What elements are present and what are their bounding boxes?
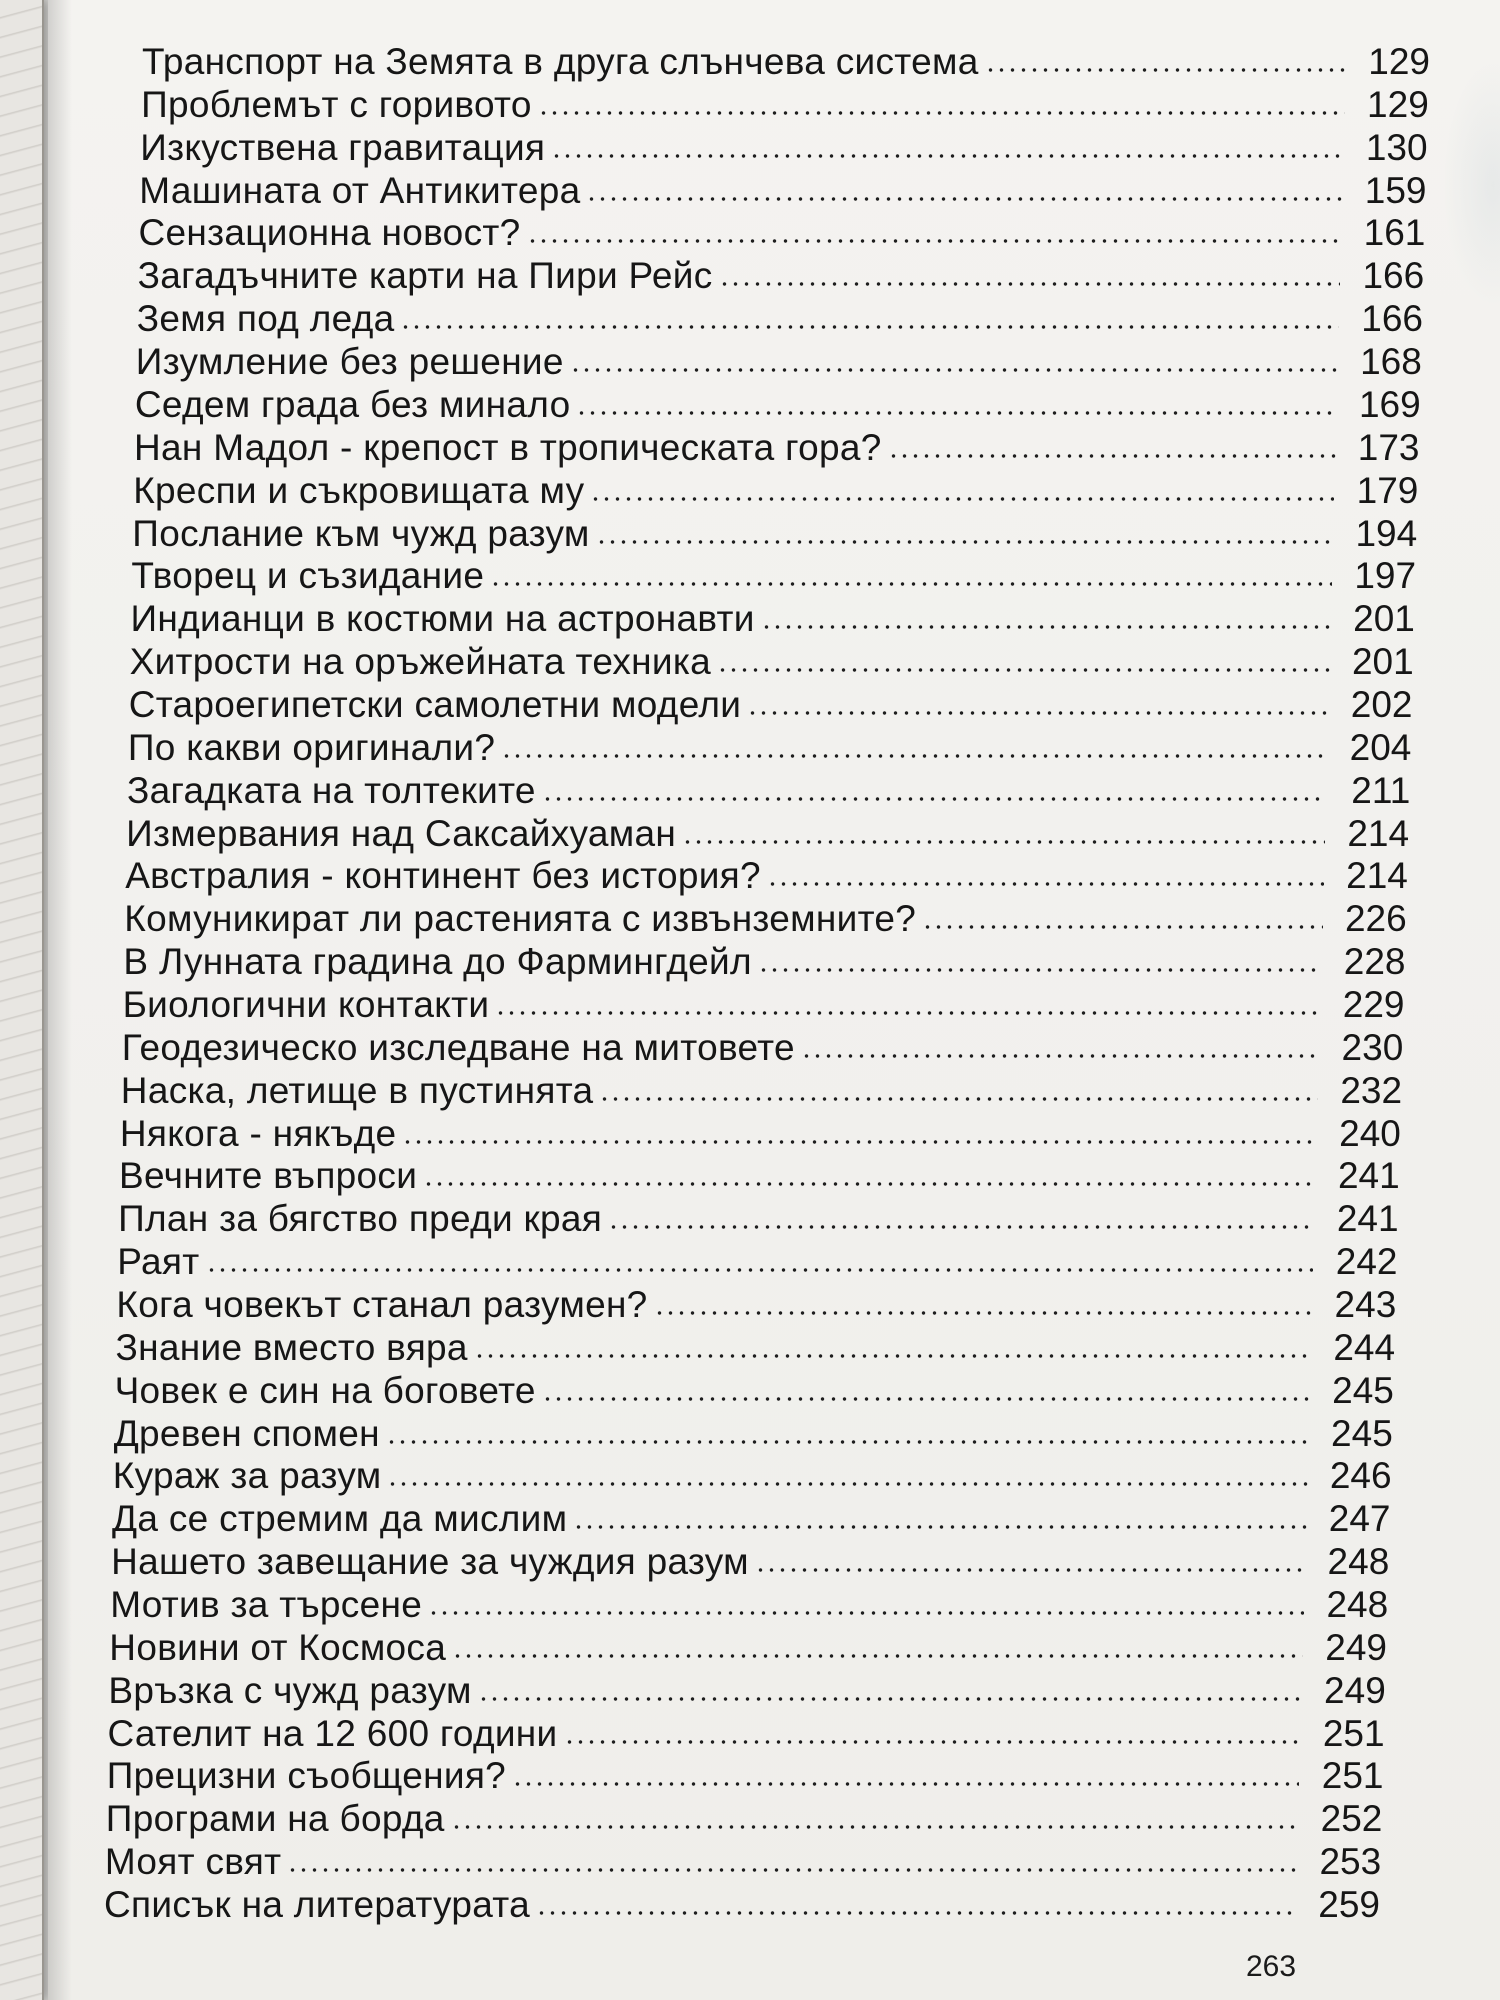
toc-entry	[106, 1799, 1383, 1839]
toc-entry	[111, 1542, 1389, 1582]
toc-entry-title: Биологични контакти	[122, 983, 490, 1025]
toc-entry-title: Творец и съзидание	[131, 555, 485, 597]
toc-entry-page: 246	[1329, 1455, 1392, 1497]
dot-leader	[719, 281, 1341, 287]
dot-leader	[596, 539, 1334, 545]
toc-entry-title: Геодезическо изследване на митовете	[121, 1026, 795, 1068]
toc-entry	[120, 1114, 1401, 1154]
toc-entry-page: 202	[1350, 683, 1413, 725]
dot-leader	[599, 1096, 1318, 1102]
dot-leader	[888, 453, 1336, 459]
toc-entry-title: Индианци в костюми на астронавти	[130, 598, 755, 640]
toc-entry-page: 251	[1321, 1755, 1384, 1797]
dot-leader	[654, 1310, 1313, 1316]
dot-leader	[755, 1567, 1305, 1573]
toc-entry	[107, 1756, 1384, 1796]
toc-entry-page: 240	[1339, 1112, 1401, 1154]
toc-entry	[114, 1414, 1393, 1454]
toc-entry-title: Изкуствена гравитация	[140, 126, 546, 168]
toc-entry-title: Да се стремим да мислим	[112, 1498, 568, 1540]
toc-entry-page: 168	[1360, 341, 1422, 382]
toc-entry	[139, 213, 1426, 253]
toc-entry	[108, 1714, 1385, 1754]
dot-leader	[551, 153, 1343, 159]
toc-entry-page: 197	[1354, 555, 1417, 597]
toc-entry	[116, 1285, 1396, 1325]
toc-entry	[118, 1199, 1399, 1239]
dot-leader	[590, 496, 1334, 502]
dot-leader	[287, 1867, 1297, 1873]
dot-leader	[682, 839, 1325, 845]
dot-leader	[402, 1139, 1316, 1145]
toc-entry	[131, 599, 1415, 639]
dot-leader	[474, 1353, 1311, 1359]
dot-leader	[542, 796, 1327, 802]
toc-entry-page: 201	[1353, 598, 1415, 640]
toc-entry-page: 229	[1342, 983, 1405, 1025]
toc-entry-page: 247	[1328, 1498, 1391, 1540]
dot-leader	[801, 1053, 1319, 1059]
toc-entry	[125, 856, 1408, 896]
toc-entry	[132, 514, 1417, 554]
toc-entry-title: Загадката на толтеките	[127, 769, 536, 811]
toc-entry-page: 228	[1343, 941, 1406, 983]
toc-entry-title: Програми на борда	[105, 1798, 445, 1840]
toc-entry-title: Някога - някъде	[119, 1112, 397, 1154]
toc-entry	[131, 556, 1416, 596]
toc-entry-title: Сензационна новост?	[138, 212, 521, 254]
toc-entry-title: Послание към чужд разум	[132, 512, 590, 554]
toc-entry	[113, 1456, 1392, 1496]
toc-entry-page: 259	[1318, 1884, 1380, 1925]
toc-entry	[119, 1156, 1400, 1196]
toc-entry-page: 251	[1322, 1712, 1385, 1754]
dot-leader	[542, 1396, 1310, 1402]
dot-leader	[495, 1010, 1320, 1016]
toc-entry-title: Знание вместо вяра	[115, 1326, 468, 1368]
dot-leader	[717, 667, 1330, 673]
toc-entry	[126, 814, 1409, 854]
toc-entry-title: Комуникират ли растенията с извънземните?	[124, 898, 917, 940]
toc-entry-title: По какви оригинали?	[127, 726, 496, 768]
toc-entry-page: 211	[1351, 769, 1411, 811]
toc-entry	[128, 728, 1412, 768]
dot-leader	[747, 710, 1328, 716]
dot-leader	[570, 367, 1338, 373]
toc-entry	[122, 1028, 1404, 1068]
dot-leader	[452, 1653, 1303, 1659]
toc-entry-page: 166	[1361, 298, 1423, 340]
dot-leader	[527, 238, 1342, 244]
dot-leader	[564, 1739, 1301, 1745]
toc-entry	[130, 642, 1414, 682]
toc-entry-title: Креспи и съкровищата му	[133, 469, 585, 511]
toc-entry	[138, 256, 1425, 296]
toc-entry-title: Кураж за разум	[112, 1455, 382, 1497]
toc-entry-page: 241	[1337, 1155, 1400, 1197]
toc-entry-title: Нашето завещание за чуждия разум	[111, 1541, 749, 1583]
toc-entry-page: 245	[1331, 1412, 1393, 1454]
toc-entry-title: Наска, летище в пустинята	[120, 1069, 594, 1111]
toc-entry	[141, 85, 1429, 125]
toc-entry	[117, 1242, 1397, 1282]
toc-entry-title: Загадъчните карти на Пири Рейс	[137, 255, 713, 297]
toc-entry	[121, 1071, 1402, 1111]
toc-entry-page: 230	[1341, 1026, 1404, 1068]
toc-entry	[135, 385, 1421, 425]
toc-entry-title: Транспорт на Земята в друга слънчева система	[142, 41, 979, 82]
toc-entry-page: 161	[1363, 212, 1426, 254]
toc-entry-title: Нан Мадол - крепост в тропическата гора?	[134, 426, 882, 468]
book-page	[48, 0, 1500, 2000]
toc-entry-page: 252	[1320, 1798, 1383, 1840]
toc-entry-page: 249	[1325, 1626, 1387, 1668]
toc-entry	[129, 685, 1413, 725]
toc-entry-page: 253	[1319, 1841, 1382, 1883]
toc-entry	[140, 128, 1427, 168]
toc-entry-title: Староегипетски самолетни модели	[128, 683, 742, 725]
toc-entry-title: Връзка с чужд разум	[108, 1669, 472, 1711]
toc-entry-title: В Лунната градина до Фармингдейл	[123, 941, 752, 983]
toc-entry	[123, 985, 1405, 1025]
page-number: 263	[1246, 1950, 1297, 1983]
toc-entry-page: 179	[1356, 469, 1419, 511]
dot-leader	[512, 1781, 1299, 1787]
dot-leader	[573, 1524, 1306, 1530]
toc-entry-page: 248	[1326, 1584, 1389, 1625]
toc-entry-title: Раят	[117, 1241, 200, 1283]
dot-leader	[387, 1481, 1307, 1487]
dot-leader	[576, 410, 1336, 416]
toc-entry-page: 129	[1367, 83, 1429, 125]
dot-leader	[400, 324, 1339, 330]
previous-page-edge	[0, 0, 44, 2000]
toc-entry-page: 245	[1332, 1369, 1394, 1411]
toc-entry-title: План за бягство преди края	[118, 1198, 603, 1240]
toc-entry-page: 226	[1344, 898, 1407, 940]
dot-leader	[428, 1610, 1304, 1616]
toc-entry-title: Сателит на 12 600 години	[107, 1712, 558, 1754]
toc-entry-page: 248	[1327, 1541, 1390, 1583]
toc-entry-title: Вечните въпроси	[119, 1155, 418, 1197]
toc-entry-page: 204	[1349, 726, 1412, 768]
toc-entry-page: 173	[1357, 426, 1420, 468]
toc-entry-page: 201	[1351, 641, 1414, 682]
toc-entry-title: Прецизни съобщения?	[106, 1755, 507, 1797]
toc-entry-page: 232	[1340, 1069, 1403, 1111]
toc-entry	[110, 1585, 1388, 1625]
toc-entry-page: 214	[1347, 812, 1410, 854]
dot-leader	[758, 967, 1322, 973]
toc-entry-page: 242	[1335, 1241, 1398, 1283]
toc-entry	[104, 1885, 1380, 1925]
dot-leader	[608, 1224, 1314, 1230]
toc-entry-title: Кога човекът станал разумен?	[116, 1284, 648, 1325]
toc-entry-page: 241	[1336, 1198, 1399, 1240]
toc-entry-page: 249	[1324, 1669, 1386, 1711]
toc-entry-page: 129	[1368, 41, 1430, 82]
toc-entry-title: Земя под леда	[136, 298, 395, 340]
toc-entry-title: Австралия - континент без история?	[125, 855, 761, 897]
toc-entry-title: Древен спомен	[113, 1412, 380, 1454]
toc-entry-page: 159	[1364, 169, 1427, 211]
toc-entry-page: 244	[1333, 1326, 1396, 1368]
dot-leader	[536, 1910, 1296, 1916]
dot-leader	[586, 196, 1342, 202]
toc-entry-page: 166	[1362, 255, 1425, 297]
dot-leader	[501, 753, 1327, 759]
table-of-contents	[88, 0, 1488, 2000]
toc-entry	[127, 771, 1410, 811]
toc-entry-page: 194	[1355, 512, 1418, 554]
toc-entry	[109, 1628, 1387, 1668]
toc-entry	[108, 1671, 1385, 1711]
toc-entry-title: Изумление без решение	[135, 341, 564, 382]
toc-entry-title: Мотив за търсене	[110, 1584, 423, 1625]
dot-leader	[985, 67, 1346, 73]
toc-entry	[133, 471, 1418, 511]
dot-leader	[478, 1696, 1302, 1702]
dot-leader	[423, 1181, 1315, 1187]
toc-entry	[116, 1328, 1396, 1368]
dot-leader	[767, 881, 1324, 887]
toc-entry	[123, 942, 1405, 982]
toc-entry-page: 214	[1346, 855, 1408, 897]
toc-entry-title: Измервания над Саксайхуаман	[126, 812, 677, 854]
dot-leader	[490, 581, 1332, 587]
dot-leader	[538, 110, 1345, 116]
toc-entry-title: Списък на литературата	[104, 1884, 531, 1925]
toc-entry	[124, 899, 1406, 939]
toc-entry-title: Новини от Космоса	[109, 1626, 447, 1668]
toc-entry	[137, 299, 1423, 339]
toc-entry	[134, 428, 1420, 468]
dot-leader	[761, 624, 1331, 630]
dot-leader	[451, 1824, 1299, 1830]
toc-entry-title: Хитрости на оръжейната техника	[129, 641, 712, 682]
toc-entry-page: 243	[1334, 1284, 1397, 1325]
toc-entry-title: Проблемът с горивото	[141, 83, 532, 125]
dot-leader	[922, 924, 1323, 930]
toc-entry-title: Моят свят	[104, 1841, 282, 1883]
toc-entry	[139, 171, 1426, 211]
toc-entry	[112, 1499, 1391, 1539]
toc-entry-title: Седем града без минало	[134, 383, 571, 425]
toc-entry-title: Човек е син на боговете	[114, 1369, 536, 1411]
toc-entry-page: 169	[1358, 383, 1421, 425]
toc-entry	[115, 1371, 1394, 1411]
dot-leader	[206, 1267, 1314, 1273]
dot-leader	[386, 1439, 1309, 1445]
toc-entry	[136, 342, 1422, 382]
toc-entry	[142, 42, 1430, 82]
toc-entry-title: Машината от Антикитера	[139, 169, 581, 211]
toc-entry	[105, 1842, 1381, 1882]
toc-entry-page: 130	[1365, 126, 1428, 168]
